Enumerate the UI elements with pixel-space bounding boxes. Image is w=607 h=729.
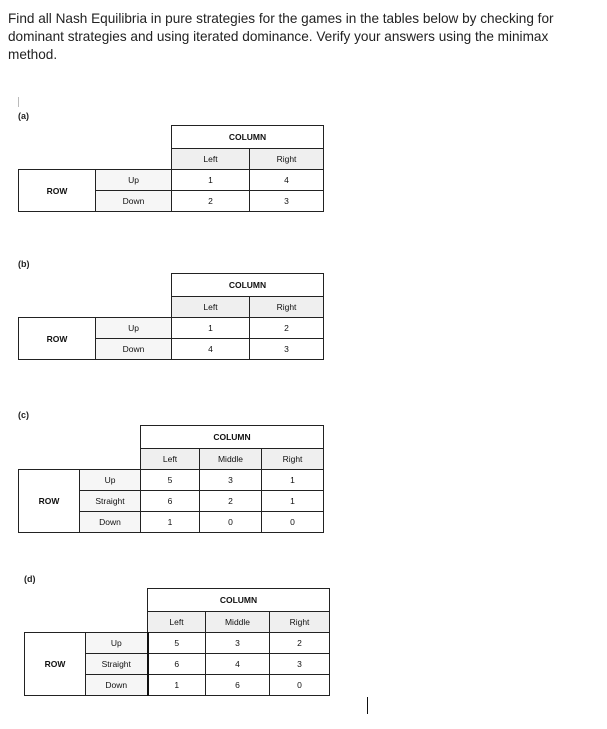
row-title: ROW xyxy=(19,318,96,360)
column-header-right: Right xyxy=(250,297,324,318)
payoff-cell: 6 xyxy=(206,675,270,696)
row-label-up: Up xyxy=(80,470,141,491)
payoff-cell: 2 xyxy=(200,491,262,512)
payoff-cell: 5 xyxy=(141,470,200,491)
column-title: COLUMN xyxy=(172,274,324,297)
column-title: COLUMN xyxy=(148,589,330,612)
column-title: COLUMN xyxy=(172,126,324,149)
payoff-cell: 1 xyxy=(172,318,250,339)
payoff-cell: 0 xyxy=(200,512,262,533)
game-b-table xyxy=(18,273,324,360)
payoff-cell: 2 xyxy=(250,318,324,339)
payoff-cell: 4 xyxy=(172,339,250,360)
game-a-table xyxy=(18,125,324,212)
column-header-middle: Middle xyxy=(200,449,262,470)
payoff-cell: 3 xyxy=(206,633,270,654)
column-header-right: Right xyxy=(250,149,324,170)
column-header-left: Left xyxy=(172,149,250,170)
payoff-cell: 1 xyxy=(141,512,200,533)
payoff-cell: 4 xyxy=(250,170,324,191)
instructions-text: Find all Nash Equilibria in pure strategies for the games in the tables below by checking for dominant strategies and using iterated dominance. Verify your answers using the minimax method. xyxy=(8,11,554,62)
payoff-cell: 5 xyxy=(148,633,206,654)
row-label-down: Down xyxy=(80,512,141,533)
payoff-cell: 1 xyxy=(262,470,324,491)
payoff-cell: 2 xyxy=(270,633,330,654)
scan-mark xyxy=(18,97,19,107)
payoff-cell: 3 xyxy=(250,191,324,212)
row-label-up: Up xyxy=(86,633,148,654)
row-label-straight: Straight xyxy=(80,491,141,512)
row-label-up: Up xyxy=(96,170,172,191)
column-header-right: Right xyxy=(262,449,324,470)
row-label-up: Up xyxy=(96,318,172,339)
row-title: ROW xyxy=(25,633,86,696)
payoff-cell: 1 xyxy=(262,491,324,512)
column-title: COLUMN xyxy=(141,426,324,449)
game-b-label: (b) xyxy=(18,259,30,269)
row-label-straight: Straight xyxy=(86,654,148,675)
payoff-cell: 0 xyxy=(270,675,330,696)
row-title: ROW xyxy=(19,170,96,212)
payoff-cell: 4 xyxy=(206,654,270,675)
row-label-down: Down xyxy=(86,675,148,696)
payoff-cell: 1 xyxy=(148,675,206,696)
row-label-down: Down xyxy=(96,191,172,212)
payoff-cell: 3 xyxy=(270,654,330,675)
payoff-cell: 0 xyxy=(262,512,324,533)
column-header-right: Right xyxy=(270,612,330,633)
column-header-left: Left xyxy=(141,449,200,470)
column-header-left: Left xyxy=(148,612,206,633)
payoff-cell: 3 xyxy=(250,339,324,360)
row-label-down: Down xyxy=(96,339,172,360)
payoff-cell: 6 xyxy=(148,654,206,675)
column-header-middle: Middle xyxy=(206,612,270,633)
row-title: ROW xyxy=(19,470,80,533)
payoff-cell: 1 xyxy=(172,170,250,191)
game-a-label: (a) xyxy=(18,111,29,121)
game-d-table xyxy=(24,588,330,696)
text-cursor xyxy=(367,697,368,714)
game-c-label: (c) xyxy=(18,410,29,420)
game-c-table xyxy=(18,425,324,533)
column-header-left: Left xyxy=(172,297,250,318)
payoff-cell: 6 xyxy=(141,491,200,512)
game-d-label: (d) xyxy=(24,574,36,584)
payoff-cell: 3 xyxy=(200,470,262,491)
payoff-cell: 2 xyxy=(172,191,250,212)
